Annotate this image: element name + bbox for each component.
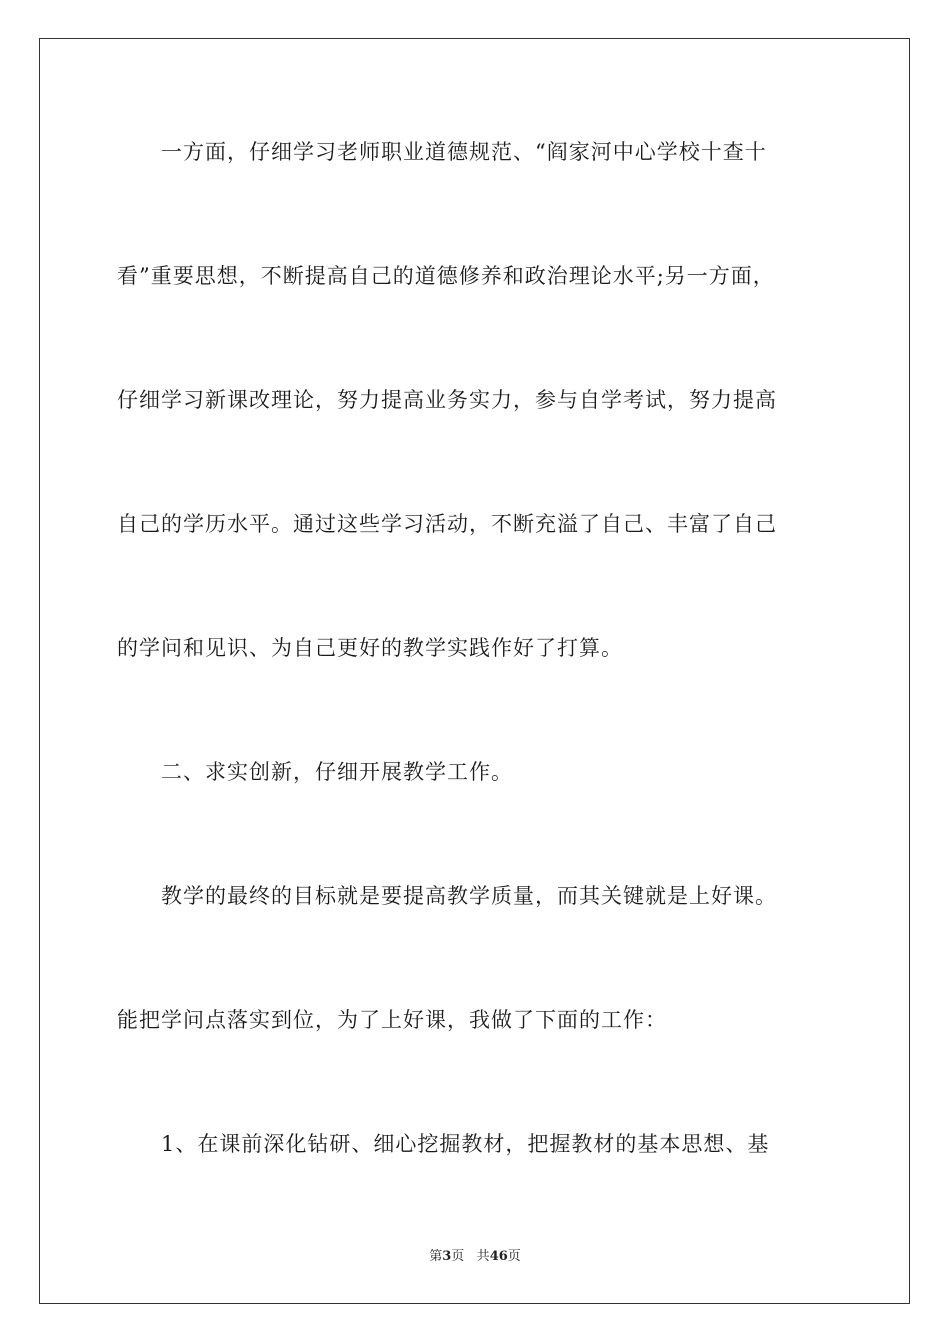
paragraph-line-8: 能把学问点落实到位，为了上好课，我做了下面的工作： bbox=[117, 1008, 667, 1032]
footer-total-prefix: 共 bbox=[476, 1249, 490, 1264]
paragraph-line-2: 看”重要思想，不断提高自己的道德修养和政治理论水平;另一方面， bbox=[117, 264, 775, 288]
footer-page-suffix: 页 bbox=[451, 1249, 465, 1264]
paragraph-line-3: 仔细学习新课改理论，努力提高业务实力，参与自学考试，努力提高 bbox=[117, 388, 777, 412]
paragraph-line-4: 自己的学历水平。通过这些学习活动，不断充溢了自己、丰富了自己 bbox=[117, 512, 777, 536]
footer-prefix: 第 bbox=[429, 1249, 443, 1264]
paragraph-line-1: 一方面，仔细学习老师职业道德规范、“阎家河中心学校十查十 bbox=[117, 140, 767, 164]
current-page-number: 3 bbox=[442, 1249, 452, 1264]
page-border bbox=[39, 38, 910, 1304]
total-page-count: 46 bbox=[489, 1249, 508, 1264]
page-footer bbox=[0, 1248, 950, 1266]
paragraph-line-5: 的学问和见识、为自己更好的教学实践作好了打算。 bbox=[117, 636, 623, 660]
paragraph-line-9: 1、在课前深化钻研、细心挖掘教材，把握教材的基本思想、基 bbox=[117, 1132, 770, 1156]
section-heading: 二、求实创新，仔细开展教学工作。 bbox=[117, 760, 513, 784]
footer-total-suffix: 页 bbox=[507, 1249, 521, 1264]
paragraph-line-7: 教学的最终的目标就是要提高教学质量，而其关键就是上好课。 bbox=[117, 884, 777, 908]
